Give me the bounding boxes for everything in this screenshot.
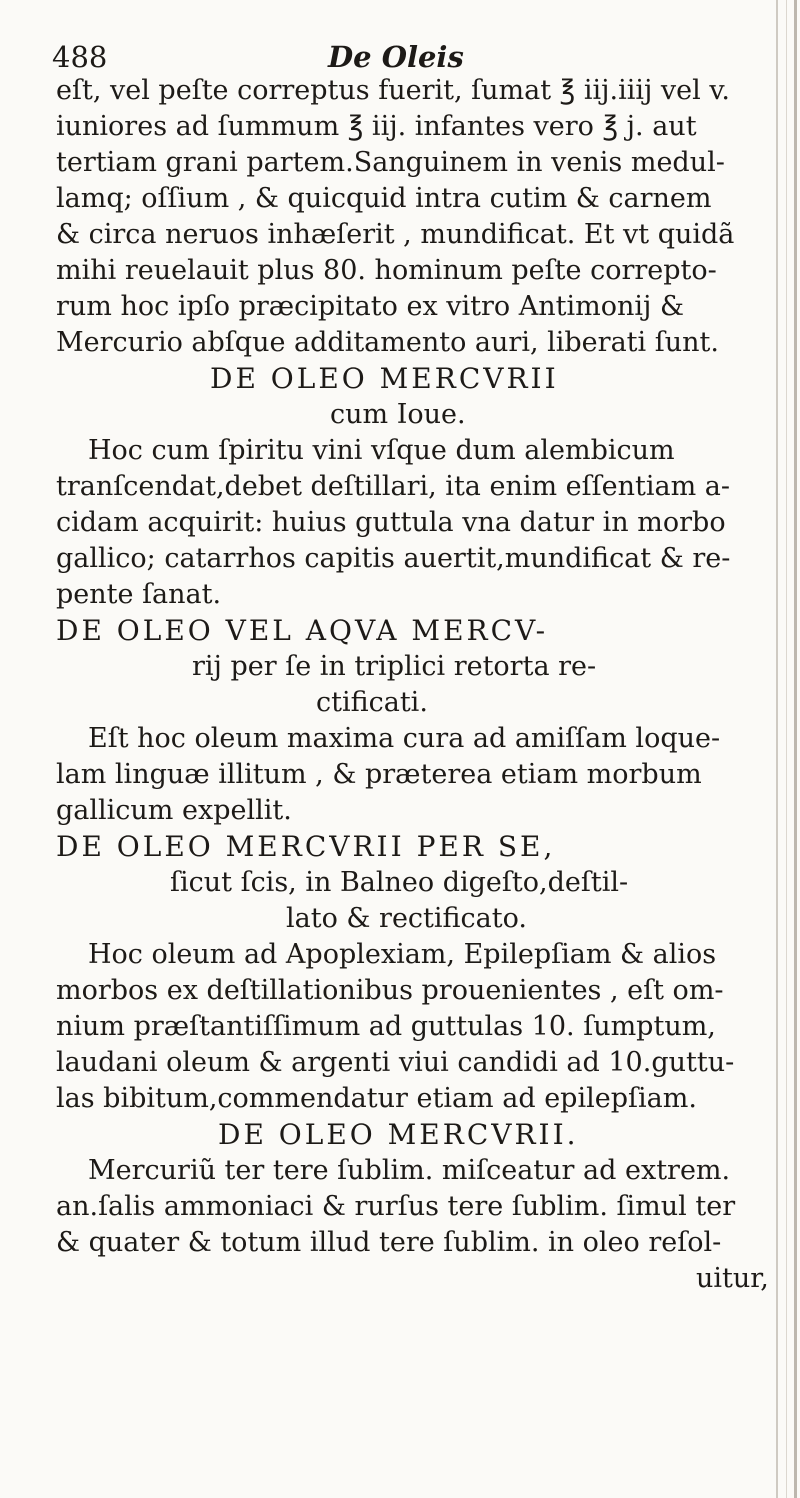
section-heading: DE OLEO MERCVRII (210, 362, 559, 395)
section-subheading: ſicut ſcis, in Balneo digeſto,deſtil- (170, 867, 629, 898)
text-line: tranſcendat,debet deſtillari, ita enim eſſentiam a- (56, 471, 730, 502)
text-line: Hoc oleum ad Apoplexiam, Epilepſiam & alios (88, 939, 717, 970)
text-line: laudani oleum & argenti viui candidi ad 10.guttu- (56, 1047, 735, 1078)
text-line: & quater & totum illud tere ſublim. in oleo reſol- (56, 1227, 722, 1258)
text-line: pente ſanat. (56, 579, 222, 610)
text-line: gallico; catarrhos capitis auertit,mundificat & re- (56, 543, 731, 574)
section-subheading: cum Ioue. (330, 399, 466, 430)
text-line: lam linguæ illitum , & præterea etiam morbum (56, 759, 702, 790)
text-line: eſt, vel peſte correptus fuerit, ſumat ℥ iij.iiij vel v. (56, 75, 731, 106)
text-line: Mercurio abſque additamento auri, liberati ſunt. (56, 327, 719, 358)
page-edge-line (776, 0, 778, 1498)
text-line: iuniores ad ſummum ℥ iij. infantes vero ℥ j. aut (56, 111, 697, 142)
page-edge-line (794, 0, 797, 1498)
text-line: Eſt hoc oleum maxima cura ad amiſſam loque- (88, 723, 721, 754)
section-heading: DE OLEO MERCVRII PER SE, (56, 830, 556, 863)
text-line: & circa neruos inhæſerit , mundificat. Et vt quidã (56, 219, 735, 250)
catchword: uitur, (696, 1263, 769, 1294)
section-subheading: lato & rectificato. (286, 903, 527, 934)
running-title: De Oleis (328, 40, 464, 74)
page-number: 488 (52, 40, 108, 74)
text-line: rum hoc ipſo præcipitato ex vitro Antimonij & (56, 291, 684, 322)
page-edge-line (786, 0, 787, 1498)
text-line: morbos ex deſtillationibus prouenientes , eſt om- (56, 975, 724, 1006)
section-subheading: rij per ſe in triplici retorta re- (192, 651, 597, 682)
text-line: tertiam grani partem.Sanguinem in venis medul- (56, 147, 725, 178)
section-subheading: ctificati. (316, 687, 428, 718)
text-line: lamq; oſſium , & quicquid intra cutim & carnem (56, 183, 712, 214)
section-heading: DE OLEO VEL AQVA MERCV- (56, 614, 549, 647)
text-line: an.ſalis ammoniaci & rurſus tere ſublim. ſimul ter (56, 1191, 736, 1222)
text-line: gallicum expellit. (56, 795, 292, 826)
text-line: las bibitum,commendatur etiam ad epilepſiam. (56, 1083, 697, 1114)
text-line: nium præſtantiſſimum ad guttulas 10. ſumptum, (56, 1011, 716, 1042)
text-line: mihi reuelauit plus 80. hominum peſte correpto- (56, 255, 717, 286)
text-line: cidam acquirit: huius guttula vna datur in morbo (56, 507, 726, 538)
text-line: Mercuriũ ter tere ſublim. miſceatur ad extrem. (88, 1155, 731, 1186)
text-line: Hoc cum ſpiritu vini vſque dum alembicum (88, 435, 675, 466)
section-heading: DE OLEO MERCVRII. (218, 1118, 579, 1151)
